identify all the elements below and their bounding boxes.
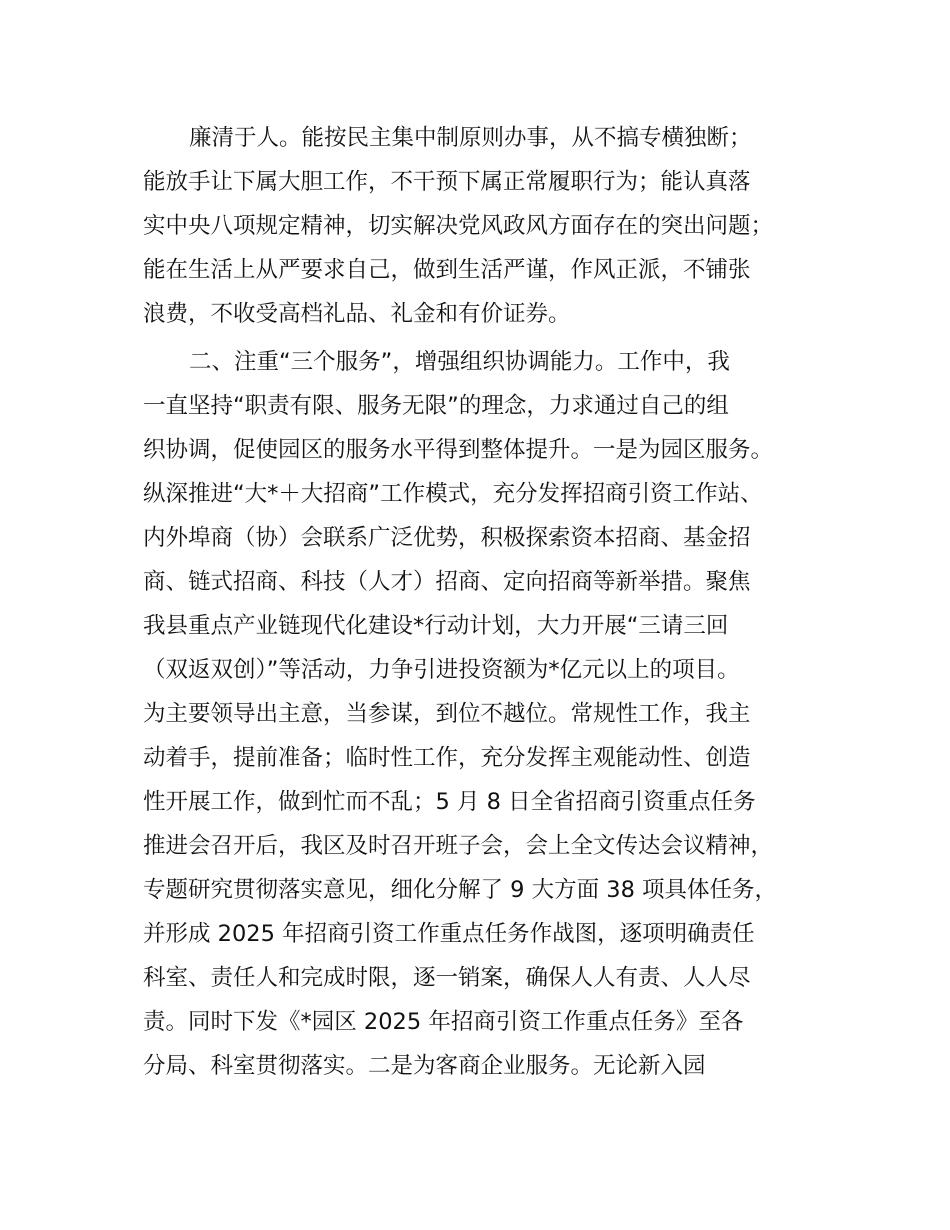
text-line: 一直坚持“职责有限、服务无限”的理念，力求通过自己的组 — [143, 393, 729, 419]
text-line: 专题研究贯彻落实意见，细化分解了 9 大方面 38 项具体任务， — [143, 877, 778, 903]
text-line: 分局、科室贯彻落实。二是为客商企业服务。无论新入园 — [143, 1053, 706, 1079]
paragraph-integrity — [143, 116, 833, 336]
text-line: 科室、责任人和完成时限，逐一销案，确保人人有责、人人尽 — [143, 965, 751, 991]
text-line: 能在生活上从严要求自己，做到生活严谨，作风正派，不铺张 — [143, 257, 751, 283]
text-line: 能放手让下属大胆工作，不干预下属正常履职行为；能认真落 — [143, 169, 751, 195]
text-line: 商、链式招商、科技（人才）招商、定向招商等新举措。聚焦 — [143, 569, 751, 595]
text-line: 内外埠商（协）会联系广泛优势，积极探索资本招商、基金招 — [143, 525, 751, 551]
text-line: 织协调，促使园区的服务水平得到整体提升。一是为园区服务。 — [143, 437, 774, 463]
text-line: 推进会召开后，我区及时召开班子会，会上全文传达会议精神， — [143, 833, 774, 859]
text-line: 动着手，提前准备；临时性工作，充分发挥主观能动性、创造 — [143, 745, 751, 771]
text-line: 为主要领导出主意，当参谋，到位不越位。常规性工作，我主 — [143, 701, 751, 727]
text-line: 我县重点产业链现代化建设*行动计划，大力开展“三请三回 — [143, 613, 729, 639]
text-line: 纵深推进“大*＋大招商”工作模式，充分发挥招商引资工作站、 — [143, 481, 763, 507]
text-line: 二、注重“三个服务”，增强组织协调能力。工作中，我 — [189, 349, 730, 375]
text-line: （双返双创）”等活动，力争引进投资额为*亿元以上的项目。 — [143, 657, 740, 683]
text-line: 性开展工作，做到忙而不乱；5 月 8 日全省招商引资重点任务 — [143, 789, 756, 815]
paragraph-three-services — [143, 340, 833, 1088]
text-line: 廉清于人。能按民主集中制原则办事，从不搞专横独断； — [189, 125, 752, 151]
text-line: 浪费，不收受高档礼品、礼金和有价证券。 — [143, 301, 571, 327]
text-line: 实中央八项规定精神，切实解决党风政风方面存在的突出问题； — [143, 213, 774, 239]
document-body — [143, 116, 833, 1088]
text-line: 责。同时下发《*园区 2025 年招商引资工作重点任务》至各 — [143, 1009, 744, 1035]
text-line: 并形成 2025 年招商引资工作重点任务作战图，逐项明确责任 — [143, 921, 755, 947]
